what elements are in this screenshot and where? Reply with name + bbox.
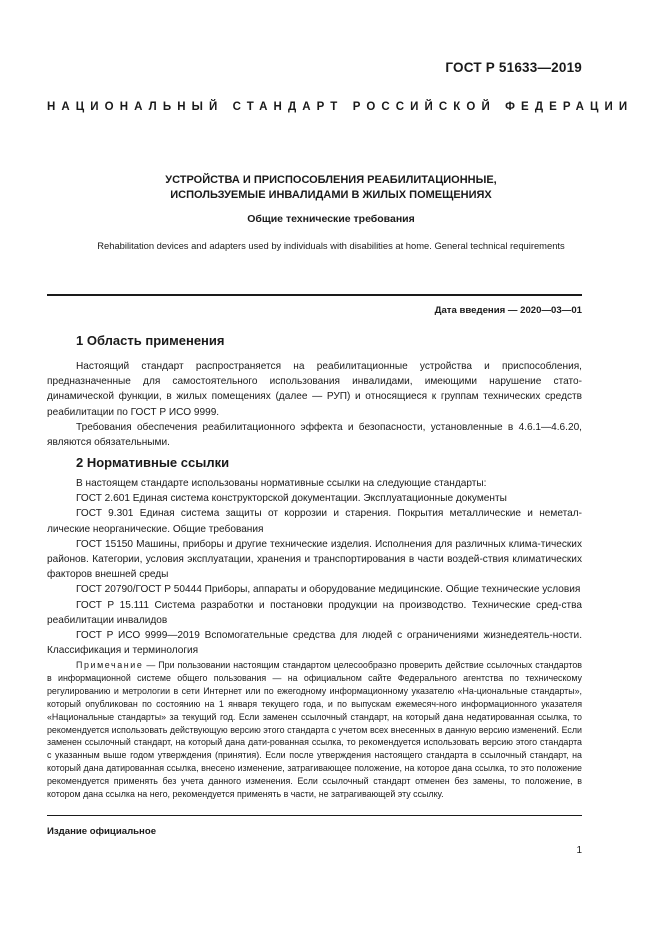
note-text: — При пользовании настоящим стандартом целесообразно проверить действие ссылочных стандартов в информационной системе общего пользования — на официальном сайте Федерального агентства по техническому регулированию и метрологии в сети Интернет или по ежегодному информационному указателю «На-циональные стандарты», который опубликован по состоянию на 1 января текущего года, и по выпускам ежемесяч-ного информационного указателя «Национальные стандарты» за текущий год. Если заменен ссылочный стандарт, на который дана недатированная ссылка, то рекомендуется использовать действующую версию этого стандарта с учетом всех внесенных в данную версию изменений. Если заменен ссылочный стандарт, на который дана дати-рованная ссылка, то рекомендуется использовать версию этого стандарта с указанным выше годом утверждения (принятия). Если после утверждения настоящего стандарта в ссылочный стандарт, на который дана датированная ссылка, внесено изменение, затрагивающее положение, на которое дана ссылка, то это положение рекомендуется применять без учета данного изменения. Если ссылочный стандарт отменен без замены, то положение, в котором дана ссылка на него, рекомендуется применять в части, не затрагивающей эту ссылку. [47, 660, 582, 800]
section-2-body [47, 476, 582, 658]
introduction-date: Дата введения — 2020—03—01 [434, 305, 582, 316]
reference-item: ГОСТ Р 15.111 Система разработки и постановки продукции на производство. Технические сред-ства реабилитации инвалидов [47, 599, 582, 626]
document-subtitle: Общие технические требования [247, 213, 415, 225]
title-line-2: ИСПОЛЬЗУЕМЫЕ ИНВАЛИДАМИ В ЖИЛЫХ ПОМЕЩЕНИЯХ [170, 189, 492, 201]
note-label: Примечание [76, 660, 144, 670]
section-1-heading: 1 Область применения [76, 333, 225, 348]
section-2-intro: В настоящем стандарте использованы нормативные ссылки на следующие стандарты: [76, 478, 487, 489]
bottom-divider [47, 815, 582, 816]
section-1-body [47, 359, 582, 450]
reference-item: ГОСТ 2.601 Единая система конструкторской документации. Эксплуатационные документы [76, 493, 507, 505]
document-number: ГОСТ Р 51633—2019 [445, 60, 582, 75]
document-title [47, 173, 615, 203]
reference-item: ГОСТ 20790/ГОСТ Р 50444 Приборы, аппараты и оборудование медицинские. Общие технические условия [76, 584, 581, 596]
page-number: 1 [576, 845, 582, 856]
section-1-paragraph-2: Требования обеспечения реабилитационного эффекта и безопасности, установленные в 4.6.1—4.6.20, являются обязательными. [47, 421, 582, 449]
section-1-paragraph-1: Настоящий стандарт распространяется на реабилитационные устройства и приспособления, предназначенные для самостоятельного использования инвалидами, имеющими нарушение стато-динамической функции, в жилых помещениях (далее — РУП) и относящиеся к группам технических средств реабилитации по ГОСТ Р ИСО 9999. [47, 361, 582, 418]
reference-item: ГОСТ 9.301 Единая система защиты от коррозии и старения. Покрытия металлические и неметал-лические неорганические. Общие требования [47, 508, 582, 535]
section-2-heading: 2 Нормативные ссылки [76, 455, 230, 470]
top-divider [47, 294, 582, 296]
reference-item: ГОСТ 15150 Машины, приборы и другие технические изделия. Исполнения для различных клима-тических районов. Категории, условия эксплуатации, хранения и транспортирования в части воздей-ствия климатических факторов внешней среды [47, 538, 582, 581]
reference-item: ГОСТ Р ИСО 9999—2019 Вспомогательные средства для людей с ограничениями жизнедеятель-ности. Классификация и терминология [47, 630, 582, 657]
english-title: Rehabilitation devices and adapters used by individuals with disabilities at home. General technical requirements [97, 240, 565, 251]
title-line-1: УСТРОЙСТВА И ПРИСПОСОБЛЕНИЯ РЕАБИЛИТАЦИОННЫЕ, [165, 174, 497, 186]
national-standard-heading: НАЦИОНАЛЬНЫЙ СТАНДАРТ РОССИЙСКОЙ ФЕДЕРАЦИИ [47, 101, 634, 113]
note-block [47, 659, 582, 801]
official-edition-label: Издание официальное [47, 826, 157, 837]
